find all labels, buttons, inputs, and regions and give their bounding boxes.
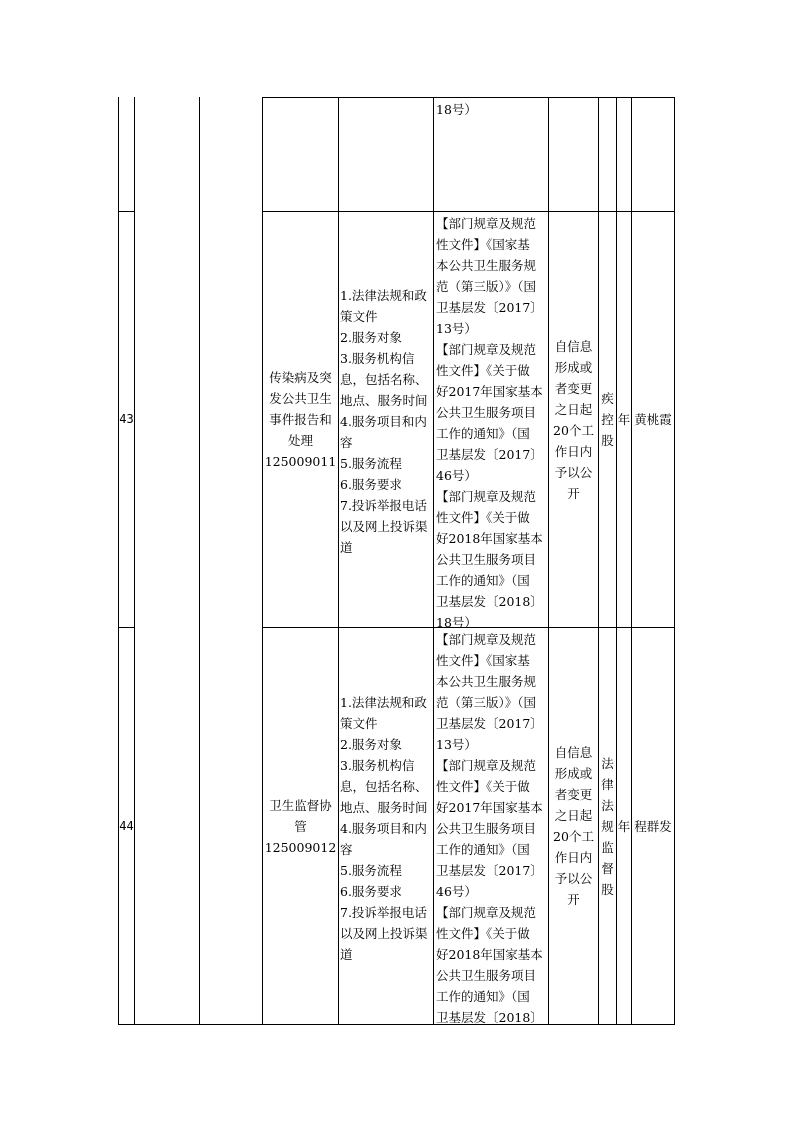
item-name-line: 传染病及突 [269, 370, 332, 385]
basis-line: 卫基层发〔2017〕 [436, 447, 543, 462]
time-limit-line: 自信息 [554, 745, 593, 760]
time-limit-line: 自信息 [554, 338, 593, 354]
content-line: 6.服务要求 [340, 884, 402, 899]
col-line-10 [674, 97, 675, 1025]
basis-line: 【部门规章及规范 [436, 905, 537, 920]
basis-line: 工作的通知》（国 [436, 426, 530, 441]
basis-line: 工作的通知》（国 [436, 842, 530, 857]
period-cell: 年 [617, 412, 631, 427]
content-line: 以及网上投诉渠 [340, 926, 428, 941]
content-line: 2.服务对象 [340, 330, 402, 345]
time-limit-line: 20个工 [553, 422, 594, 438]
time-limit-line: 予以公 [554, 871, 593, 886]
content-line: 4.服务项目和内 [340, 414, 427, 429]
content-line: 地点、服务时间 [340, 393, 428, 408]
time-limit-line: 作日内 [554, 443, 593, 459]
content-cell [339, 692, 433, 965]
basis-line: 公共卫生服务项目 [436, 552, 537, 567]
contact-cell: 程群发 [634, 818, 672, 834]
basis-line: 【部门规章及规范 [436, 342, 537, 357]
item-name-line: 管 [294, 818, 307, 834]
basis-line: 本公共卫生服务规 [436, 258, 537, 273]
basis-line: 工作的通知》（国 [436, 989, 530, 1004]
time-limit-line: 20个工 [553, 829, 594, 844]
basis-line: 【部门规章及规范 [436, 489, 537, 504]
basis-line: 【部门规章及规范 [436, 632, 537, 647]
row-line-top [262, 97, 675, 98]
content-line: 1.法律法规和政 [340, 695, 427, 710]
content-line: 息，包括名称、 [340, 779, 428, 794]
department-char: 控 [601, 412, 614, 427]
department-cell [599, 212, 616, 627]
basis-line: 好2018年国家基本 [436, 947, 543, 962]
basis-line: 好2017年国家基本 [436, 800, 543, 815]
time-limit-line: 形成或 [554, 766, 593, 781]
content-line: 3.服务机构信 [340, 351, 415, 366]
time-limit-line: 之日起 [554, 401, 593, 417]
basis-line: 性文件】《关于做 [436, 510, 530, 525]
item-name-line: 事件报告和 [269, 412, 332, 427]
basis-line: 卫基层发〔2018〕 [436, 594, 543, 609]
basis-line: 18号） [436, 615, 477, 630]
content-line: 5.服务流程 [340, 456, 402, 471]
basis-line: 性文件】《关于做 [436, 779, 530, 794]
time-limit-line: 之日起 [554, 808, 593, 823]
basis-line: 公共卫生服务项目 [436, 405, 537, 420]
item-name-line: 发公共卫生 [269, 391, 332, 406]
basis-line: 公共卫生服务项目 [436, 821, 537, 836]
basis-line: 范（第三版）》（国 [436, 695, 537, 710]
item-code: 125009011 [264, 454, 337, 469]
department-char: 股 [601, 881, 614, 897]
time-limit-line: 予以公 [554, 464, 593, 480]
content-line: 策文件 [340, 716, 378, 731]
basis-line: 卫基层发〔2017〕 [436, 716, 543, 731]
time-limit-line: 者变更 [554, 787, 593, 802]
basis-line: 【部门规章及规范 [436, 758, 537, 773]
time-limit-cell [549, 212, 598, 627]
basis-line: 18号） [436, 102, 477, 117]
time-limit-line: 作日内 [554, 850, 593, 865]
period-cell: 年 [617, 818, 631, 834]
content-line: 5.服务流程 [340, 863, 402, 878]
time-limit-cell [549, 628, 598, 1024]
time-limit-line: 形成或 [554, 359, 593, 375]
basis-line: 性文件】《国家基 [436, 237, 530, 252]
content-line: 容 [340, 842, 353, 857]
item-code: 125009012 [264, 839, 337, 855]
content-line: 策文件 [340, 309, 378, 324]
time-limit-line: 开 [567, 485, 580, 501]
basis-line: 工作的通知》（国 [436, 573, 530, 588]
basis-line: 卫基层发〔2018〕 [436, 1010, 543, 1025]
content-line: 道 [340, 947, 353, 962]
content-line: 3.服务机构信 [340, 758, 415, 773]
basis-line: 性文件】《关于做 [436, 363, 530, 378]
basis-line: 46号） [436, 884, 477, 899]
basis-line: 46号） [436, 468, 477, 483]
item-name-line: 卫生监督协 [269, 797, 332, 813]
department-char: 疾 [601, 391, 614, 406]
basis-line: 范（第三版）》（国 [436, 279, 537, 294]
basis-line: 性文件】《关于做 [436, 926, 530, 941]
content-line: 道 [340, 540, 353, 555]
department-char: 律 [601, 776, 614, 792]
row-index: 43 [119, 412, 134, 426]
row-line-bottom [118, 1024, 675, 1025]
content-line: 2.服务对象 [340, 737, 402, 752]
item-name-cell [263, 628, 338, 1024]
basis-line: 公共卫生服务项目 [436, 968, 537, 983]
content-line: 容 [340, 435, 353, 450]
department-char: 监 [601, 839, 614, 855]
basis-line: 13号） [436, 737, 477, 752]
content-line: 息，包括名称、 [340, 372, 428, 387]
item-name-line: 处理 [287, 433, 313, 448]
contact-cell: 黄桃霞 [634, 412, 672, 427]
department-char: 法 [601, 755, 614, 771]
content-line: 7.投诉举报电话 [340, 498, 427, 513]
content-line: 1.法律法规和政 [340, 288, 427, 303]
basis-cell [434, 213, 548, 633]
department-char: 规 [601, 818, 614, 834]
department-char: 督 [601, 860, 614, 876]
department-char: 股 [601, 433, 614, 448]
department-cell [599, 628, 616, 1024]
time-limit-line: 开 [567, 892, 580, 907]
basis-line: 【部门规章及规范 [436, 216, 537, 231]
basis-line: 卫基层发〔2017〕 [436, 863, 543, 878]
content-line: 7.投诉举报电话 [340, 905, 427, 920]
basis-line: 性文件】《国家基 [436, 653, 530, 668]
time-limit-line: 者变更 [554, 380, 593, 396]
department-char: 法 [601, 797, 614, 813]
item-name-cell [263, 212, 338, 627]
content-line: 地点、服务时间 [340, 800, 428, 815]
row-index: 44 [119, 818, 134, 833]
content-line: 以及网上投诉渠 [340, 519, 428, 534]
basis-line: 卫基层发〔2017〕 [436, 300, 543, 315]
basis-cell [434, 629, 548, 1028]
col-line-2 [199, 97, 200, 1025]
basis-line: 本公共卫生服务规 [436, 674, 537, 689]
basis-line: 好2017年国家基本 [436, 384, 543, 399]
basis-line: 好2018年国家基本 [436, 531, 543, 546]
content-line: 6.服务要求 [340, 477, 402, 492]
content-cell [339, 285, 433, 558]
content-line: 4.服务项目和内 [340, 821, 427, 836]
basis-line: 13号） [436, 321, 477, 336]
basis-cell-continued [434, 99, 548, 120]
